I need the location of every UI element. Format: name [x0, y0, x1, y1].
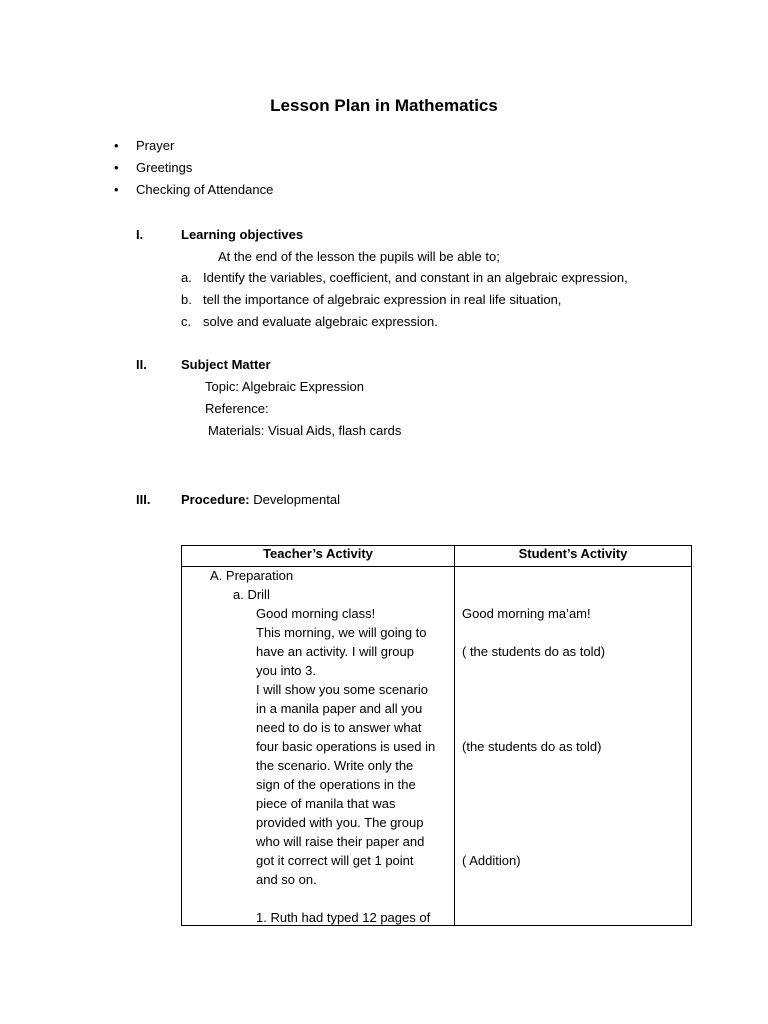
subject-reference: Reference:	[205, 401, 269, 416]
bullet-dot-icon: •	[114, 138, 119, 153]
drill-label: a. Drill	[233, 587, 270, 602]
bullet-text: Prayer	[136, 138, 175, 153]
teacher-line: Good morning class!	[256, 606, 376, 621]
bullet-text: Checking of Attendance	[136, 182, 274, 197]
section-3-numeral: III.	[136, 492, 151, 507]
procedure-label: Procedure:	[181, 492, 250, 507]
section-3-heading	[181, 492, 340, 507]
teacher-line: I will show you some scenario	[256, 682, 428, 697]
teacher-line: four basic operations is used in	[256, 739, 436, 754]
objective-letter-a: a.	[181, 270, 192, 285]
student-activity-header: Student’s Activity	[455, 546, 692, 567]
student-activity-cell	[455, 567, 692, 926]
teacher-line: sign of the operations in the	[256, 777, 416, 792]
activity-table	[181, 545, 692, 926]
teacher-line: need to do is to answer what	[256, 720, 422, 735]
teacher-line: in a manila paper and all you	[256, 701, 423, 716]
teacher-line: have an activity. I will group	[256, 644, 414, 659]
section-2-heading: Subject Matter	[181, 357, 271, 372]
procedure-type: Developmental	[253, 492, 340, 507]
teacher-line: This morning, we will going to	[256, 625, 427, 640]
bullet-item-greetings	[114, 160, 193, 175]
student-line: Good morning ma’am!	[462, 606, 591, 621]
student-line: ( Addition)	[462, 853, 521, 868]
subject-topic: Topic: Algebraic Expression	[205, 379, 364, 394]
teacher-line: got it correct will get 1 point	[256, 853, 414, 868]
bullet-dot-icon: •	[114, 160, 119, 175]
student-line: ( the students do as told)	[462, 644, 606, 659]
objective-a: Identify the variables, coefficient, and constant in an algebraic expression,	[203, 270, 628, 285]
teacher-line: you into 3.	[256, 663, 316, 678]
objectives-intro: At the end of the lesson the pupils will be able to;	[218, 249, 500, 264]
teacher-line: and so on.	[256, 872, 317, 887]
student-line: (the students do as told)	[462, 739, 602, 754]
bullet-text: Greetings	[136, 160, 193, 175]
page-title: Lesson Plan in Mathematics	[270, 96, 498, 115]
table-header-row	[182, 546, 692, 567]
objective-c: solve and evaluate algebraic expression.	[203, 314, 438, 329]
section-1-heading: Learning objectives	[181, 227, 304, 242]
bullet-dot-icon: •	[114, 182, 119, 197]
objective-letter-c: c.	[181, 314, 192, 329]
subject-materials: Materials: Visual Aids, flash cards	[208, 423, 402, 438]
objective-letter-b: b.	[181, 292, 192, 307]
bullet-item-prayer	[114, 138, 175, 153]
scenario-item-1: 1. Ruth had typed 12 pages of	[256, 910, 431, 925]
teacher-line: the scenario. Write only the	[256, 758, 414, 773]
teacher-activity-header: Teacher’s Activity	[182, 546, 455, 567]
preparation-label: A. Preparation	[210, 568, 294, 583]
table-row	[182, 567, 692, 926]
section-1-numeral: I.	[136, 227, 144, 242]
teacher-activity-cell	[182, 567, 455, 926]
objective-b: tell the importance of algebraic expression in real life situation,	[203, 292, 562, 307]
teacher-line: piece of manila that was	[256, 796, 396, 811]
section-2-numeral: II.	[136, 357, 147, 372]
bullet-item-attendance	[114, 182, 274, 197]
teacher-line: provided with you. The group	[256, 815, 424, 830]
teacher-line: who will raise their paper and	[256, 834, 425, 849]
